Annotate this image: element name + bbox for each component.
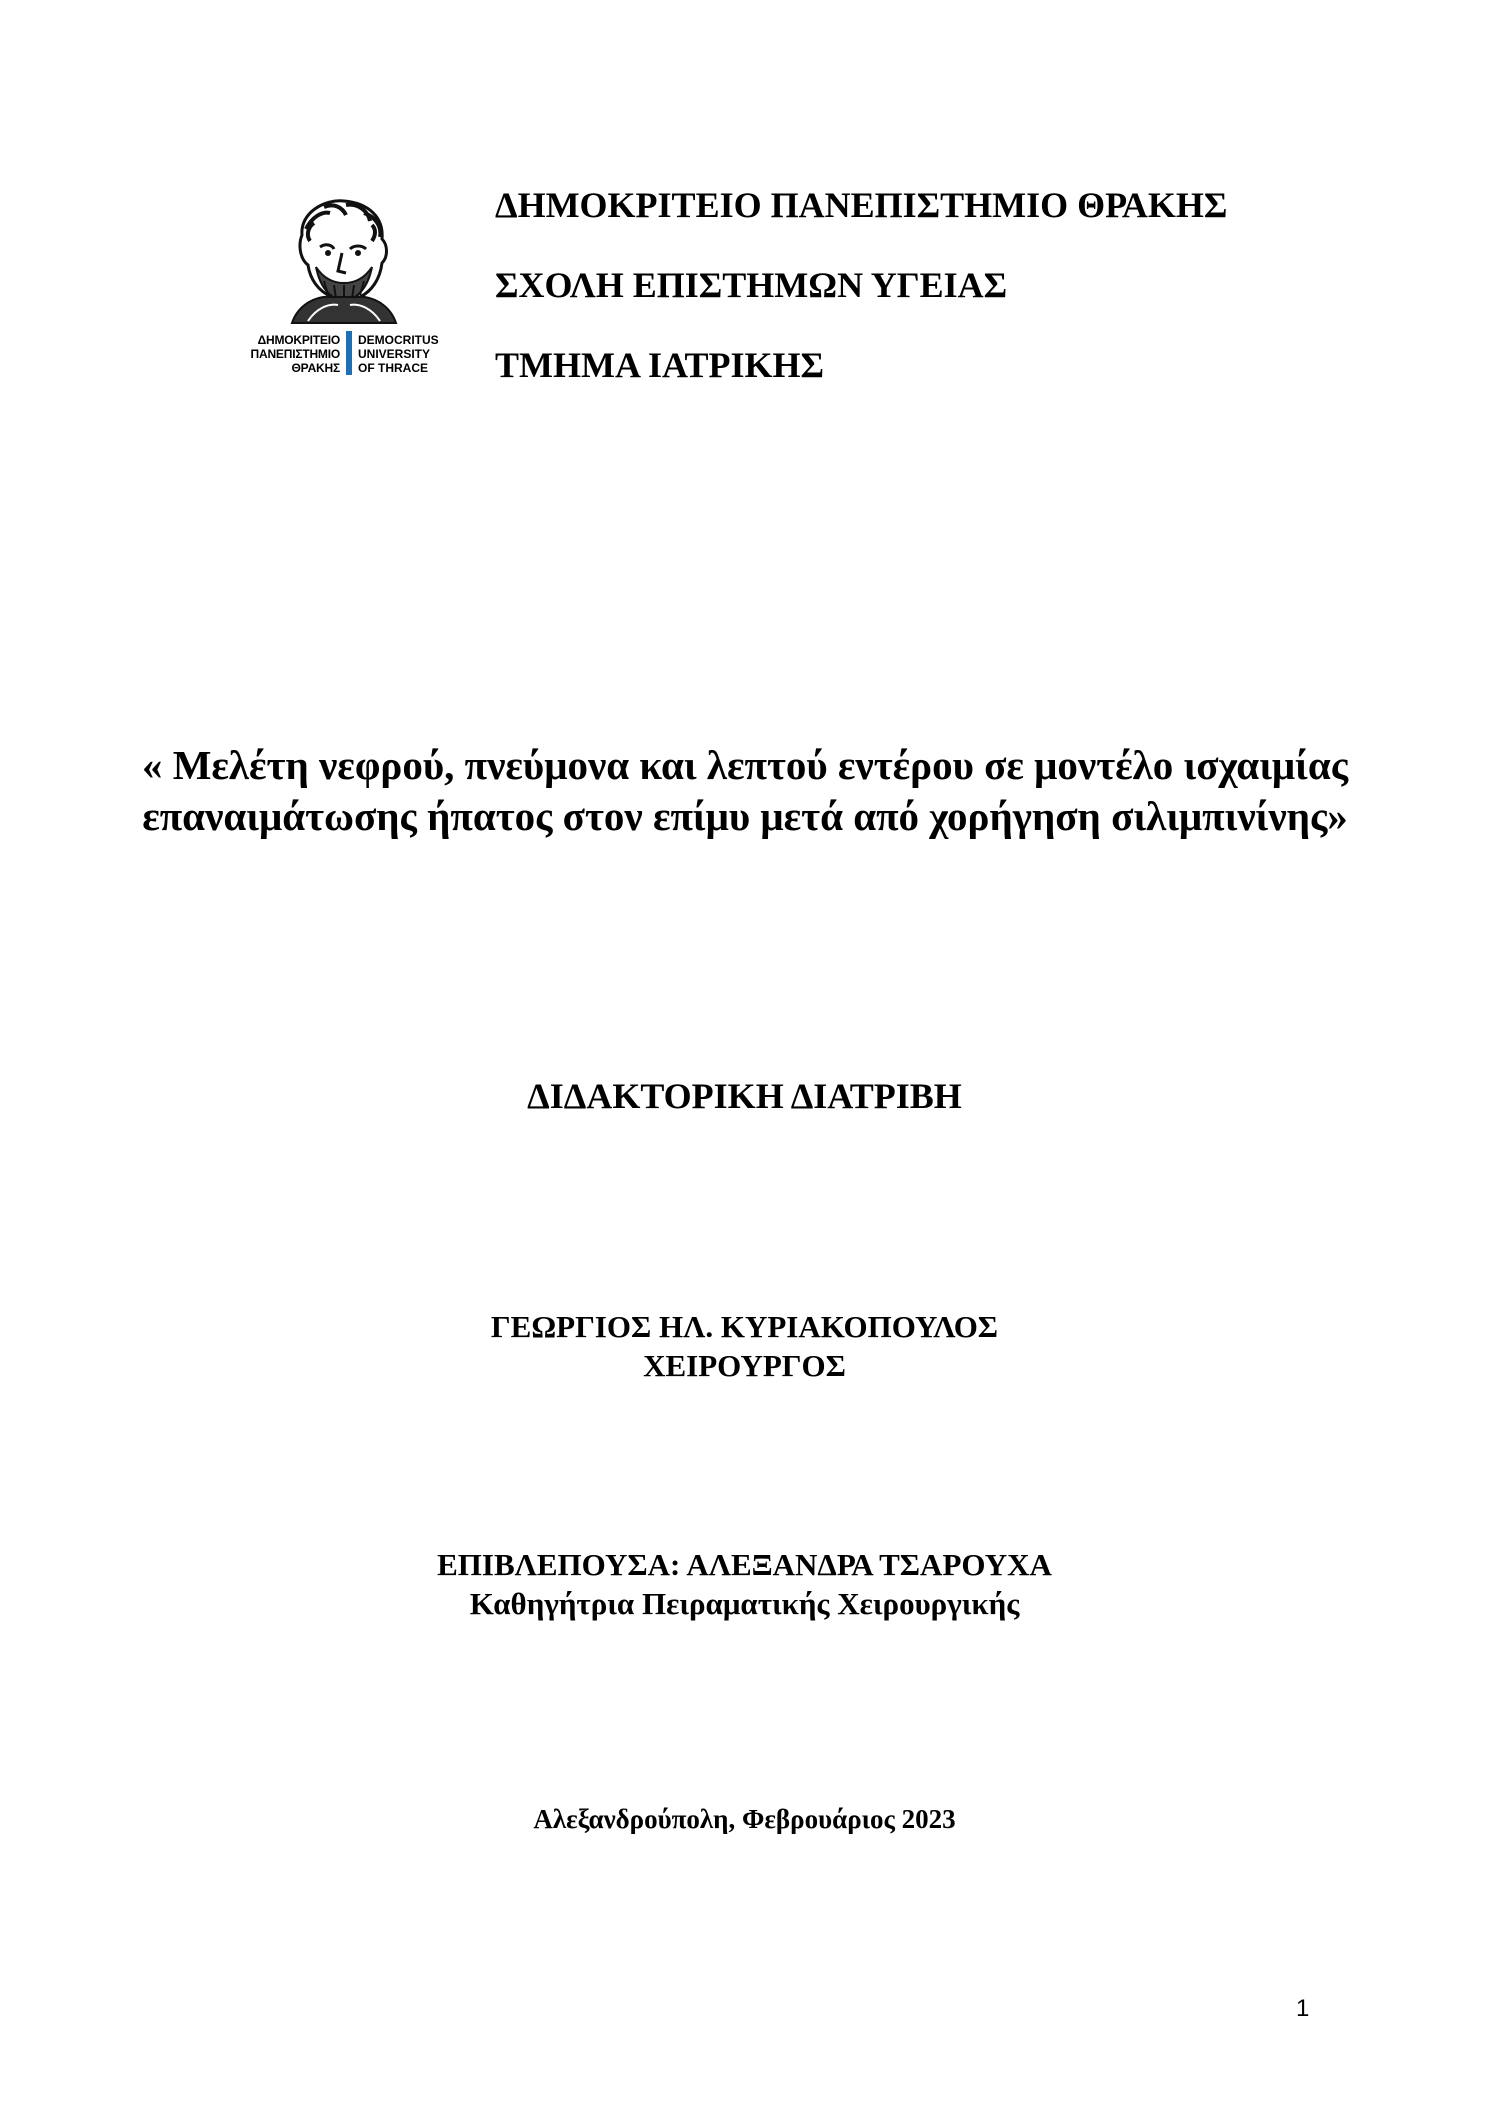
logo-text-greek [212,333,340,375]
university-logo [212,195,462,385]
logo-divider-bar [346,331,352,375]
document-type: ΔΙΔΑΚΤΟΡΙΚΗ ΔΙΑΤΡΙΒΗ [527,1076,962,1116]
logo-text-line: ΠΑΝΕΠΙΣΤΗΜΙΟ [250,347,340,361]
supervisor-title: Καθηγήτρια Πειραματικής Χειρουργικής [469,1586,1020,1621]
page-number: 1 [1296,1995,1310,2022]
logo-text-line: ΘΡΑΚΗΣ [291,361,340,375]
supervisor-line: ΕΠΙΒΛΕΠΟΥΣΑ: ΑΛΕΞΑΝΔΡΑ ΤΣΑΡΟΥΧΑ [437,1547,1052,1582]
logo-text-line: UNIVERSITY [358,347,431,361]
department-name: ΤΜΗΜΑ ΙΑΤΡΙΚΗΣ [495,345,825,385]
logo-text-line: OF THRACE [358,361,428,375]
school-name: ΣΧΟΛΗ ΕΠΙΣΤΗΜΩΝ ΥΓΕΙΑΣ [495,265,1008,305]
place-date: Αλεξανδρούπολη, Φεβρουάριος 2023 [533,1804,956,1834]
logo-text-line: ΔΗΜΟΚΡΙΤΕΙΟ [257,333,340,347]
democritus-portrait-icon [272,195,412,325]
logo-text-line: DEMOCRITUS [358,333,439,347]
thesis-title: « Μελέτη νεφρού, πνεύμονα και λεπτού εντέρου σε μοντέλο ισχαιμίας επαναιμάτωσης ήπατος στον επίμυ μετά από χορήγηση σιλιμπινίνης» [141,742,1349,839]
university-name: ΔΗΜΟΚΡΙΤΕΙΟ ΠΑΝΕΠΙΣΤΗΜΙΟ ΘΡΑΚΗΣ [495,185,1228,225]
logo-text-english [358,333,468,375]
author-role: ΧΕΙΡΟΥΡΓΟΣ [643,1348,846,1383]
author-name: ΓΕΩΡΓΙΟΣ ΗΛ. ΚΥΡΙΑΚΟΠΟΥΛΟΣ [490,1309,999,1344]
